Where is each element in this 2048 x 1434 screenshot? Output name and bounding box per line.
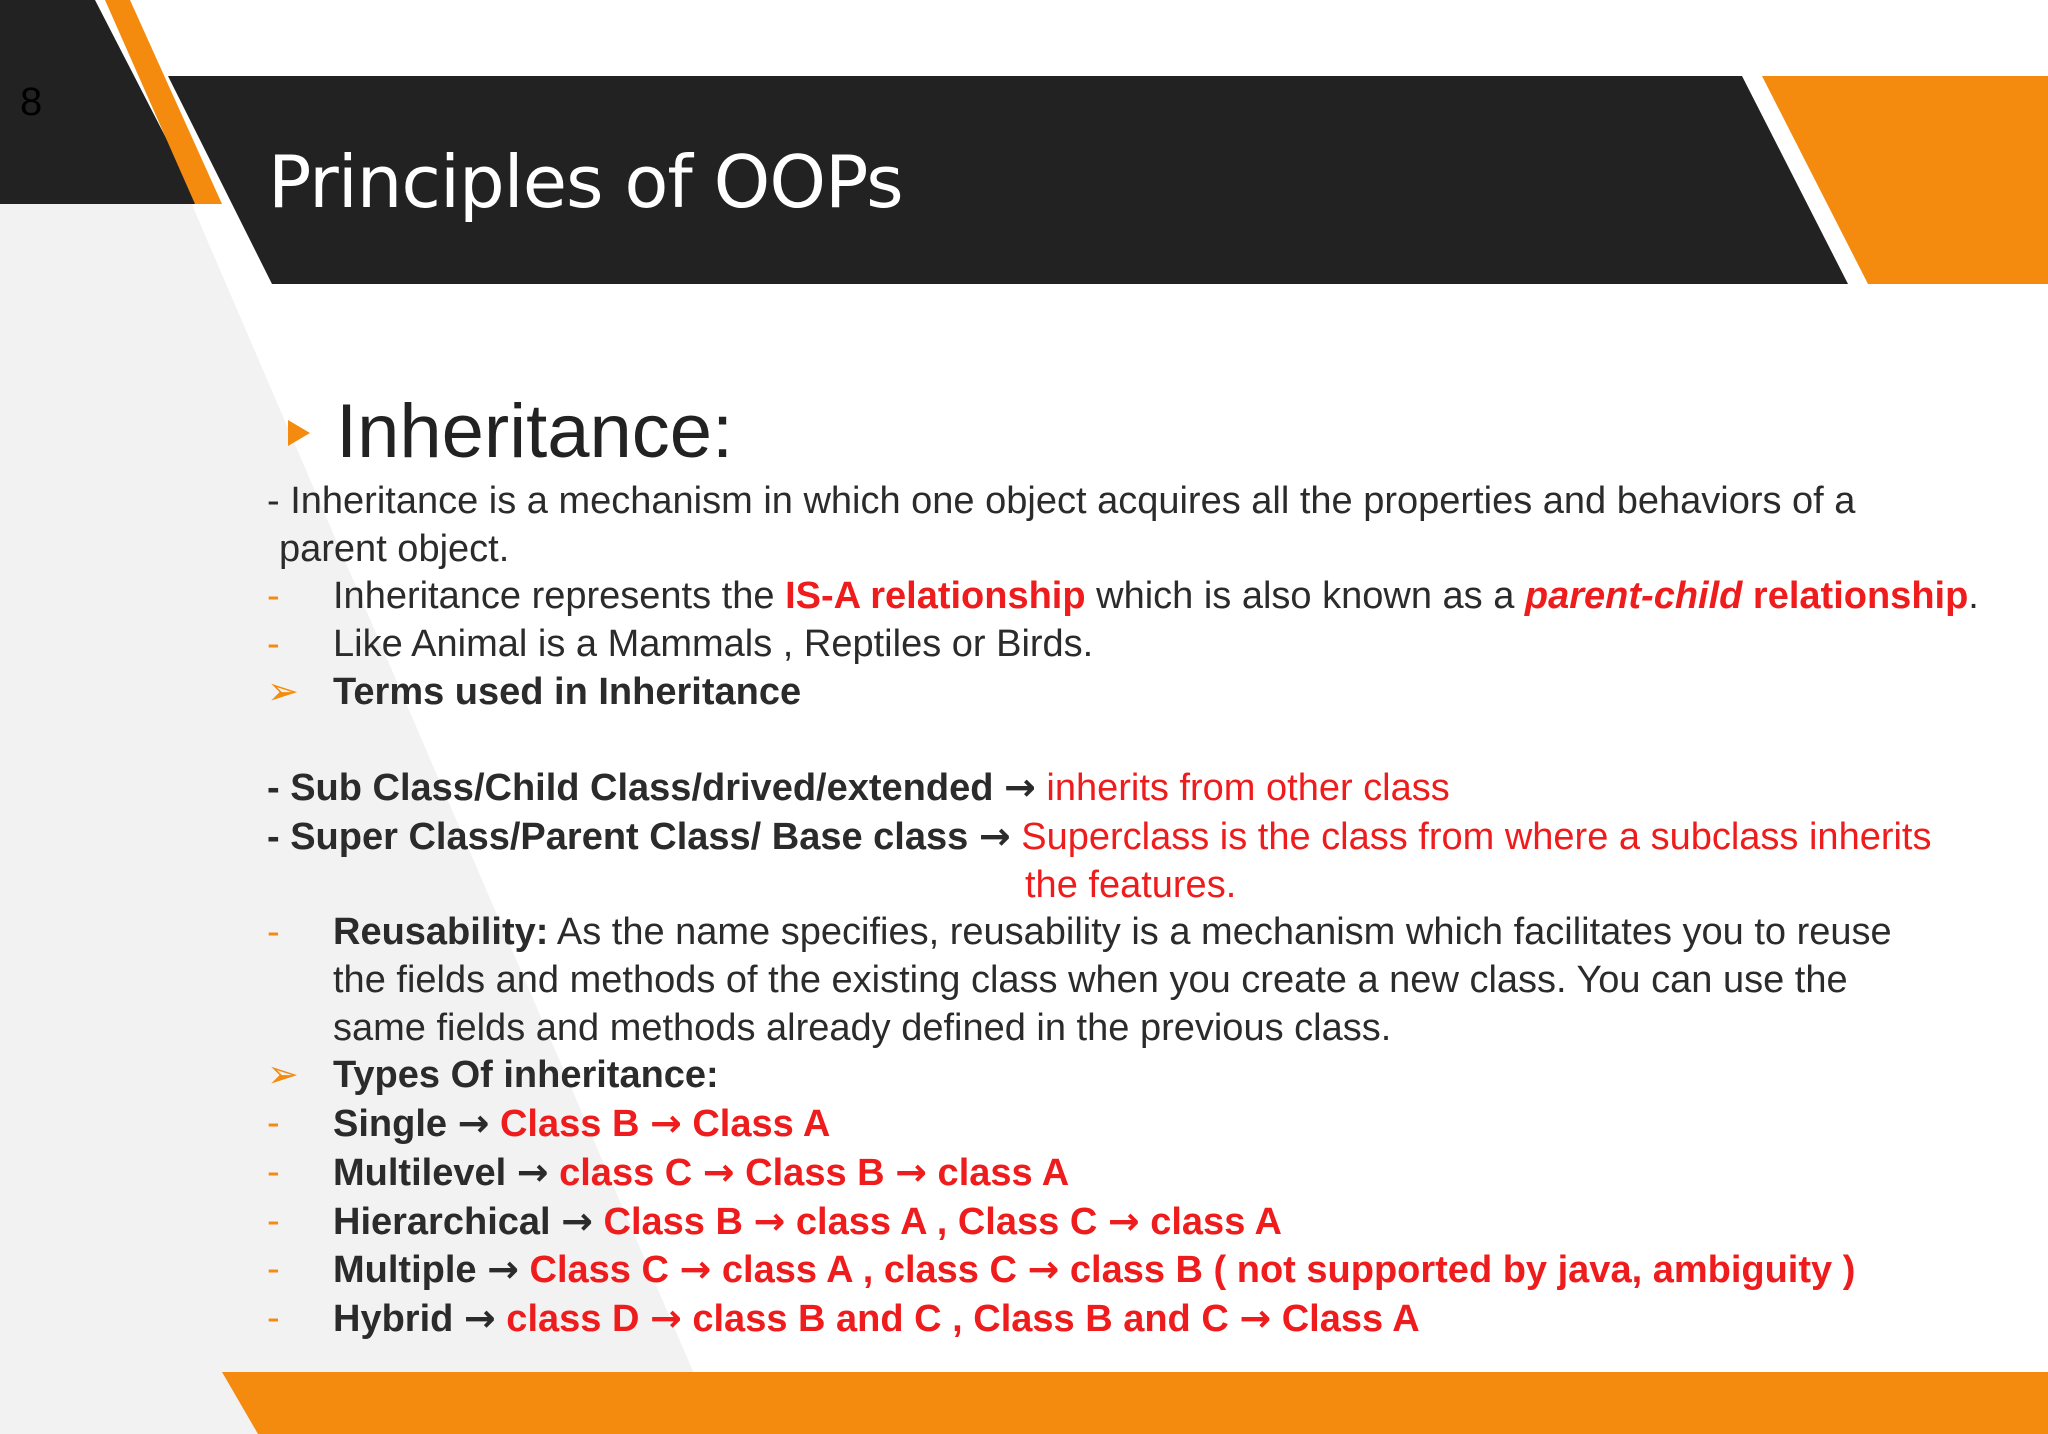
dash-bullet: -: [267, 1102, 280, 1145]
arrow-bullet-icon: ➢: [267, 670, 299, 713]
arrow-icon: →: [463, 1295, 496, 1340]
intro-line-1: - Inheritance is a mechanism in which one object acquires all the properties and behaviors of a: [267, 480, 1856, 522]
bottom-orange-band: [222, 1372, 2048, 1434]
slide-content: [267, 478, 2027, 1344]
arrow-icon: →: [1003, 765, 1036, 810]
dash-bullet: -: [267, 1199, 280, 1242]
list-item-relationship: - Inheritance represents the IS-A relationship which is also known as a parent-child relationship.: [267, 573, 2027, 621]
terms-heading: Terms used in Inheritance: [333, 670, 802, 713]
arrow-icon: →: [753, 1198, 786, 1243]
arrow-icon: →: [702, 1149, 735, 1194]
slide-number: 8: [20, 80, 43, 124]
dash-bullet: -: [267, 1150, 280, 1193]
dash-bullet: -: [267, 911, 280, 954]
subclass-definition: - Sub Class/Child Class/drived/extended → inherits from other class: [267, 765, 1450, 810]
terms-heading-item: [267, 669, 2027, 717]
slide-title: Principles of OOPs: [268, 140, 903, 224]
reusability-line-3: same fields and methods already defined in the previous class.: [333, 1006, 1392, 1049]
type-multilevel: - Multilevel → class C → Class B → class A: [267, 1149, 2027, 1198]
type-hybrid: - Hybrid → class D → class B and C , Class B and C → Class A: [267, 1295, 2027, 1344]
is-a-term: IS-A relationship: [785, 575, 1086, 618]
arrow-icon: →: [1027, 1247, 1060, 1292]
arrow-bullet-icon: ➢: [267, 1054, 299, 1097]
arrow-icon: →: [457, 1101, 490, 1146]
superclass-definition: - Super Class/Parent Class/ Base class → Superclass is the class from where a subclass inherits: [267, 813, 1932, 858]
arrow-icon: →: [895, 1149, 927, 1194]
list-item-example: - Like Animal is a Mammals , Reptiles or Birds.: [267, 621, 2027, 669]
arrow-icon: →: [649, 1101, 682, 1146]
intro-line-2: parent object.: [279, 527, 510, 570]
dash-bullet: -: [267, 1296, 280, 1339]
arrow-icon: →: [679, 1247, 712, 1292]
dash-bullet: -: [267, 575, 280, 618]
arrow-icon: →: [978, 813, 1011, 858]
type-multiple: - Multiple → Class C → class A , class C → class B ( not supported by java, ambiguity ): [267, 1246, 2027, 1295]
arrow-icon: →: [649, 1295, 682, 1340]
arrow-icon: →: [487, 1247, 519, 1292]
type-hierarchical: - Hierarchical → Class B → class A , Class C → class A: [267, 1198, 2027, 1247]
parent-child-term: parent-child: [1524, 575, 1743, 618]
arrow-icon: →: [516, 1149, 549, 1194]
triangle-bullet-icon: [288, 420, 310, 446]
type-single: - Single → Class B → Class A: [267, 1100, 2027, 1149]
superclass-definition-cont: the features.: [1025, 863, 1237, 906]
list-item-reusability: - Reusability: As the name specifies, reusability is a mechanism which facilitates you to reuse: [267, 909, 2027, 957]
dash-bullet: -: [267, 1248, 280, 1291]
arrow-icon: →: [1239, 1295, 1272, 1340]
types-heading-item: [267, 1052, 2027, 1100]
reusability-line-2: the fields and methods of the existing class when you create a new class. You can use the: [333, 959, 1848, 1002]
dash-bullet: -: [267, 623, 280, 666]
arrow-icon: →: [561, 1198, 593, 1243]
section-heading: Inheritance:: [336, 389, 734, 474]
types-heading: Types Of inheritance:: [333, 1054, 719, 1097]
arrow-icon: →: [1107, 1198, 1140, 1243]
